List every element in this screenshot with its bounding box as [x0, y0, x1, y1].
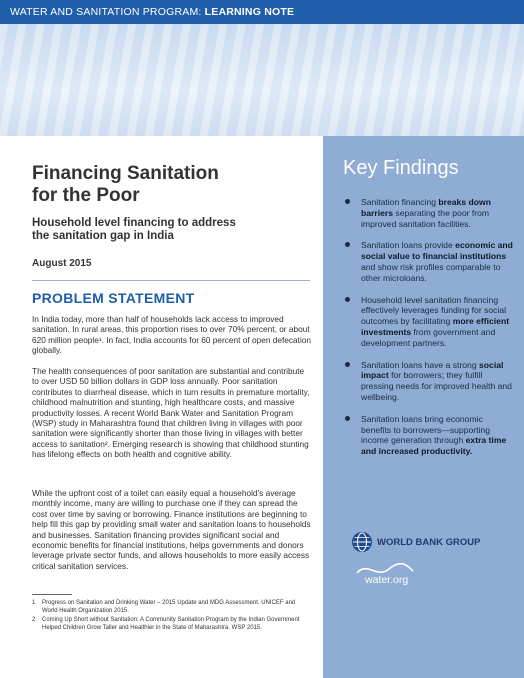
finding-text: Sanitation loans provide	[361, 240, 456, 251]
finding-emphasis: extra time and increased productivity.	[361, 435, 507, 457]
footnote-rule	[32, 594, 72, 595]
finding-text: Household level sanitation financing effectively leverages funding for social outcomes by facilitating	[361, 294, 507, 327]
bullet-icon	[345, 242, 350, 247]
series-name: LEARNING NOTE	[204, 6, 295, 18]
water-org-logo[interactable]	[355, 563, 475, 587]
footnote-number: 1	[32, 600, 36, 606]
section-divider	[32, 280, 310, 281]
finding-emphasis: social impact	[361, 359, 504, 381]
paragraph-3: While the upfront cost of a toilet can easily equal a household's average monthly income, many are willing to purchase one if they can spread the cost over time by saving or borrowing. Finance institutions are beginning to help fill this gap by providing small water and sanitation loans to households and businesses. Sanitation financing provides significant social and economic benefits for financial institutions, helps governments and donors leverage private sector funds, and allows households to more easily access critical sanitation services.	[32, 488, 311, 571]
water-org-wordmark: water.org	[365, 574, 409, 586]
finding-text: separating the poor from improved sanitation facilities.	[361, 207, 490, 229]
bullet-icon	[345, 199, 350, 204]
footnote-2	[32, 617, 312, 632]
finding-text: Sanitation loans bring economic benefits to borrowers—supporting income generation through	[361, 413, 490, 446]
finding-item	[339, 197, 515, 229]
page-title	[32, 163, 312, 207]
key-findings-title: Key Findings	[343, 157, 459, 179]
finding-text: for borrowers; they fulfill pressing needs for improved health and wellbeing.	[361, 370, 512, 402]
finding-item	[339, 240, 515, 283]
footnotes	[32, 600, 312, 634]
bullet-icon	[345, 297, 350, 302]
footnote-text: Coming Up Short without Sanitation: A Community Sanitation Program by the Indian Government Helped Children Grow Taller and Healthier in the State of Maharashtra. WSP 2015.	[42, 617, 300, 631]
key-findings-list	[339, 197, 515, 468]
finding-item	[339, 414, 515, 457]
header-bar	[0, 0, 524, 24]
paragraph-2: The health consequences of poor sanitation are substantial and contribute to over USD 50 billion dollars in GDP loss annually. Poor sanitation contributes to diarrheal disease, which in turn results in premature mortality, childhood malnutrition and stunting, high healthcare costs, and massive productivity losses. A recent World Bank Water and Sanitation Program (WSP) study in Maharashtra found that children living in villages with poor sanitation were significantly shorter than those living in villages with better access to sanitation². Emerging research is showing that childhood stunting has lifelong effects on both health and cognitive ability.	[32, 366, 310, 460]
footnote-1	[32, 600, 312, 615]
bullet-icon	[345, 416, 350, 421]
world-bank-wordmark: WORLD BANK GROUP	[377, 537, 481, 548]
finding-text: and show risk profiles comparable to other microloans.	[361, 261, 501, 283]
title-line-2: for the Poor	[32, 185, 140, 206]
paragraph-1: In India today, more than half of households lack access to improved sanitation. In rural areas, this proportion rises to over 70% percent, or about 620 million people¹. In fact, India accounts for 60 percent of open defecation globally.	[32, 314, 312, 356]
program-name: WATER AND SANITATION PROGRAM:	[10, 6, 202, 18]
finding-item	[339, 295, 515, 349]
finding-emphasis: more efficient investments	[361, 316, 510, 337]
title-line-1: Financing Sanitation	[32, 163, 219, 184]
section-heading: PROBLEM STATEMENT	[32, 290, 195, 306]
bullet-icon	[345, 362, 350, 367]
finding-text: from government and development partners.	[361, 326, 496, 348]
finding-emphasis: breaks down barriers	[361, 197, 491, 218]
footnote-number: 2	[32, 617, 36, 624]
header-photo-banner	[0, 24, 524, 136]
finding-text: Sanitation financing	[361, 197, 439, 207]
banner-texture	[0, 24, 524, 136]
publication-date: August 2015	[32, 258, 92, 269]
page-subtitle	[32, 217, 302, 243]
world-bank-globe-icon	[352, 532, 372, 552]
finding-text: Sanitation loans have a strong	[361, 359, 480, 370]
footnote-text: Progress on Sanitation and Drinking Water – 2015 Update and MDG Assessment. UNICEF and World Health Organization 2015.	[42, 600, 296, 614]
subtitle-line-2: the sanitation gap in India	[32, 230, 174, 242]
finding-emphasis: economic and social value to financial institutions	[361, 240, 513, 262]
finding-item	[339, 360, 515, 403]
subtitle-line-1: Household level financing to address	[32, 217, 236, 229]
